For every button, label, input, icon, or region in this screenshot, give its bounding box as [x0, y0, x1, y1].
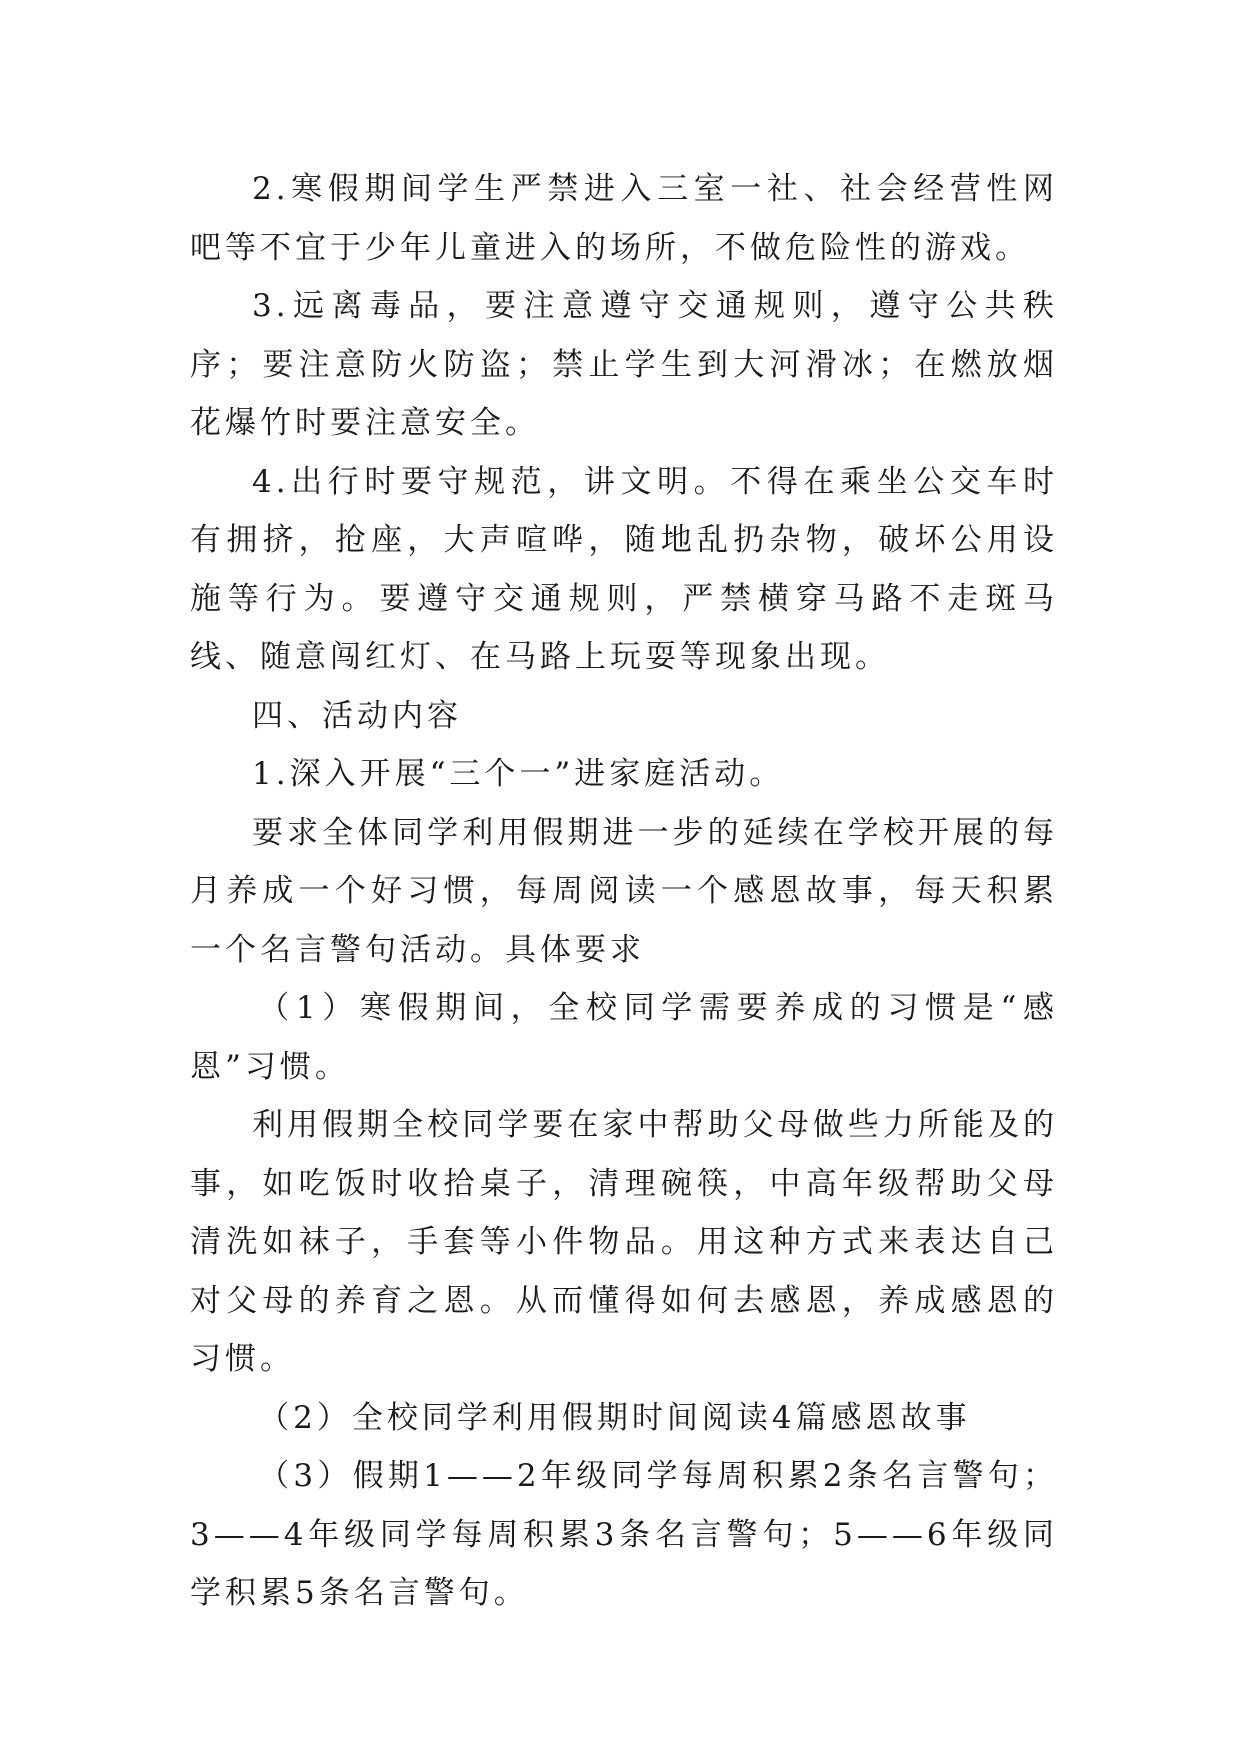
paragraph-requirement-1-description: 利用假期全校同学要在家中帮助父母做些力所能及的事，如吃饭时收拾桌子，清理碗筷，中高年级帮助父母清洗如袜子，手套等小件物品。用这种方式来表达自己对父母的养育之恩。从而懂得如何去感恩，养成感恩的习惯。	[190, 1107, 1058, 1377]
section-heading-activity-content: 四、活动内容	[252, 697, 462, 734]
paragraph-requirement-1: （1）寒假期间，全校同学需要养成的习惯是“感恩”习惯。	[190, 990, 1058, 1085]
paragraph-item-2: 2.寒假期间学生严禁进入三室一社、社会经营性网吧等不宜于少年儿童进入的场所，不做危险性的游戏。	[190, 171, 1058, 266]
paragraph-item-4: 4.出行时要守规范，讲文明。不得在乘坐公交车时有拥挤，抢座，大声喧哗，随地乱扔杂物，破坏公用设施等行为。要遵守交通规则，严禁横穿马路不走斑马线、随意闯红灯、在马路上玩耍等现象出现。	[190, 463, 1058, 675]
paragraph-requirement-3: （3）假期1——2年级同学每周积累2条名言警句；3——4年级同学每周积累3条名言警句；5——6年级同学积累5条名言警句。	[190, 1458, 1058, 1611]
paragraph-activity-1-description: 要求全体同学利用假期进一步的延续在学校开展的每月养成一个好习惯，每周阅读一个感恩故事，每天积累一个名言警句活动。具体要求	[190, 814, 1058, 968]
paragraph-item-3: 3.远离毒品，要注意遵守交通规则，遵守公共秩序；要注意防火防盗；禁止学生到大河滑冰；在燃放烟花爆竹时要注意安全。	[190, 288, 1058, 441]
paragraph-activity-1: 1.深入开展“三个一”进家庭活动。	[252, 756, 785, 792]
document-body	[190, 160, 1058, 1623]
paragraph-requirement-2: （2）全校同学利用假期时间阅读4篇感恩故事	[258, 1399, 971, 1436]
